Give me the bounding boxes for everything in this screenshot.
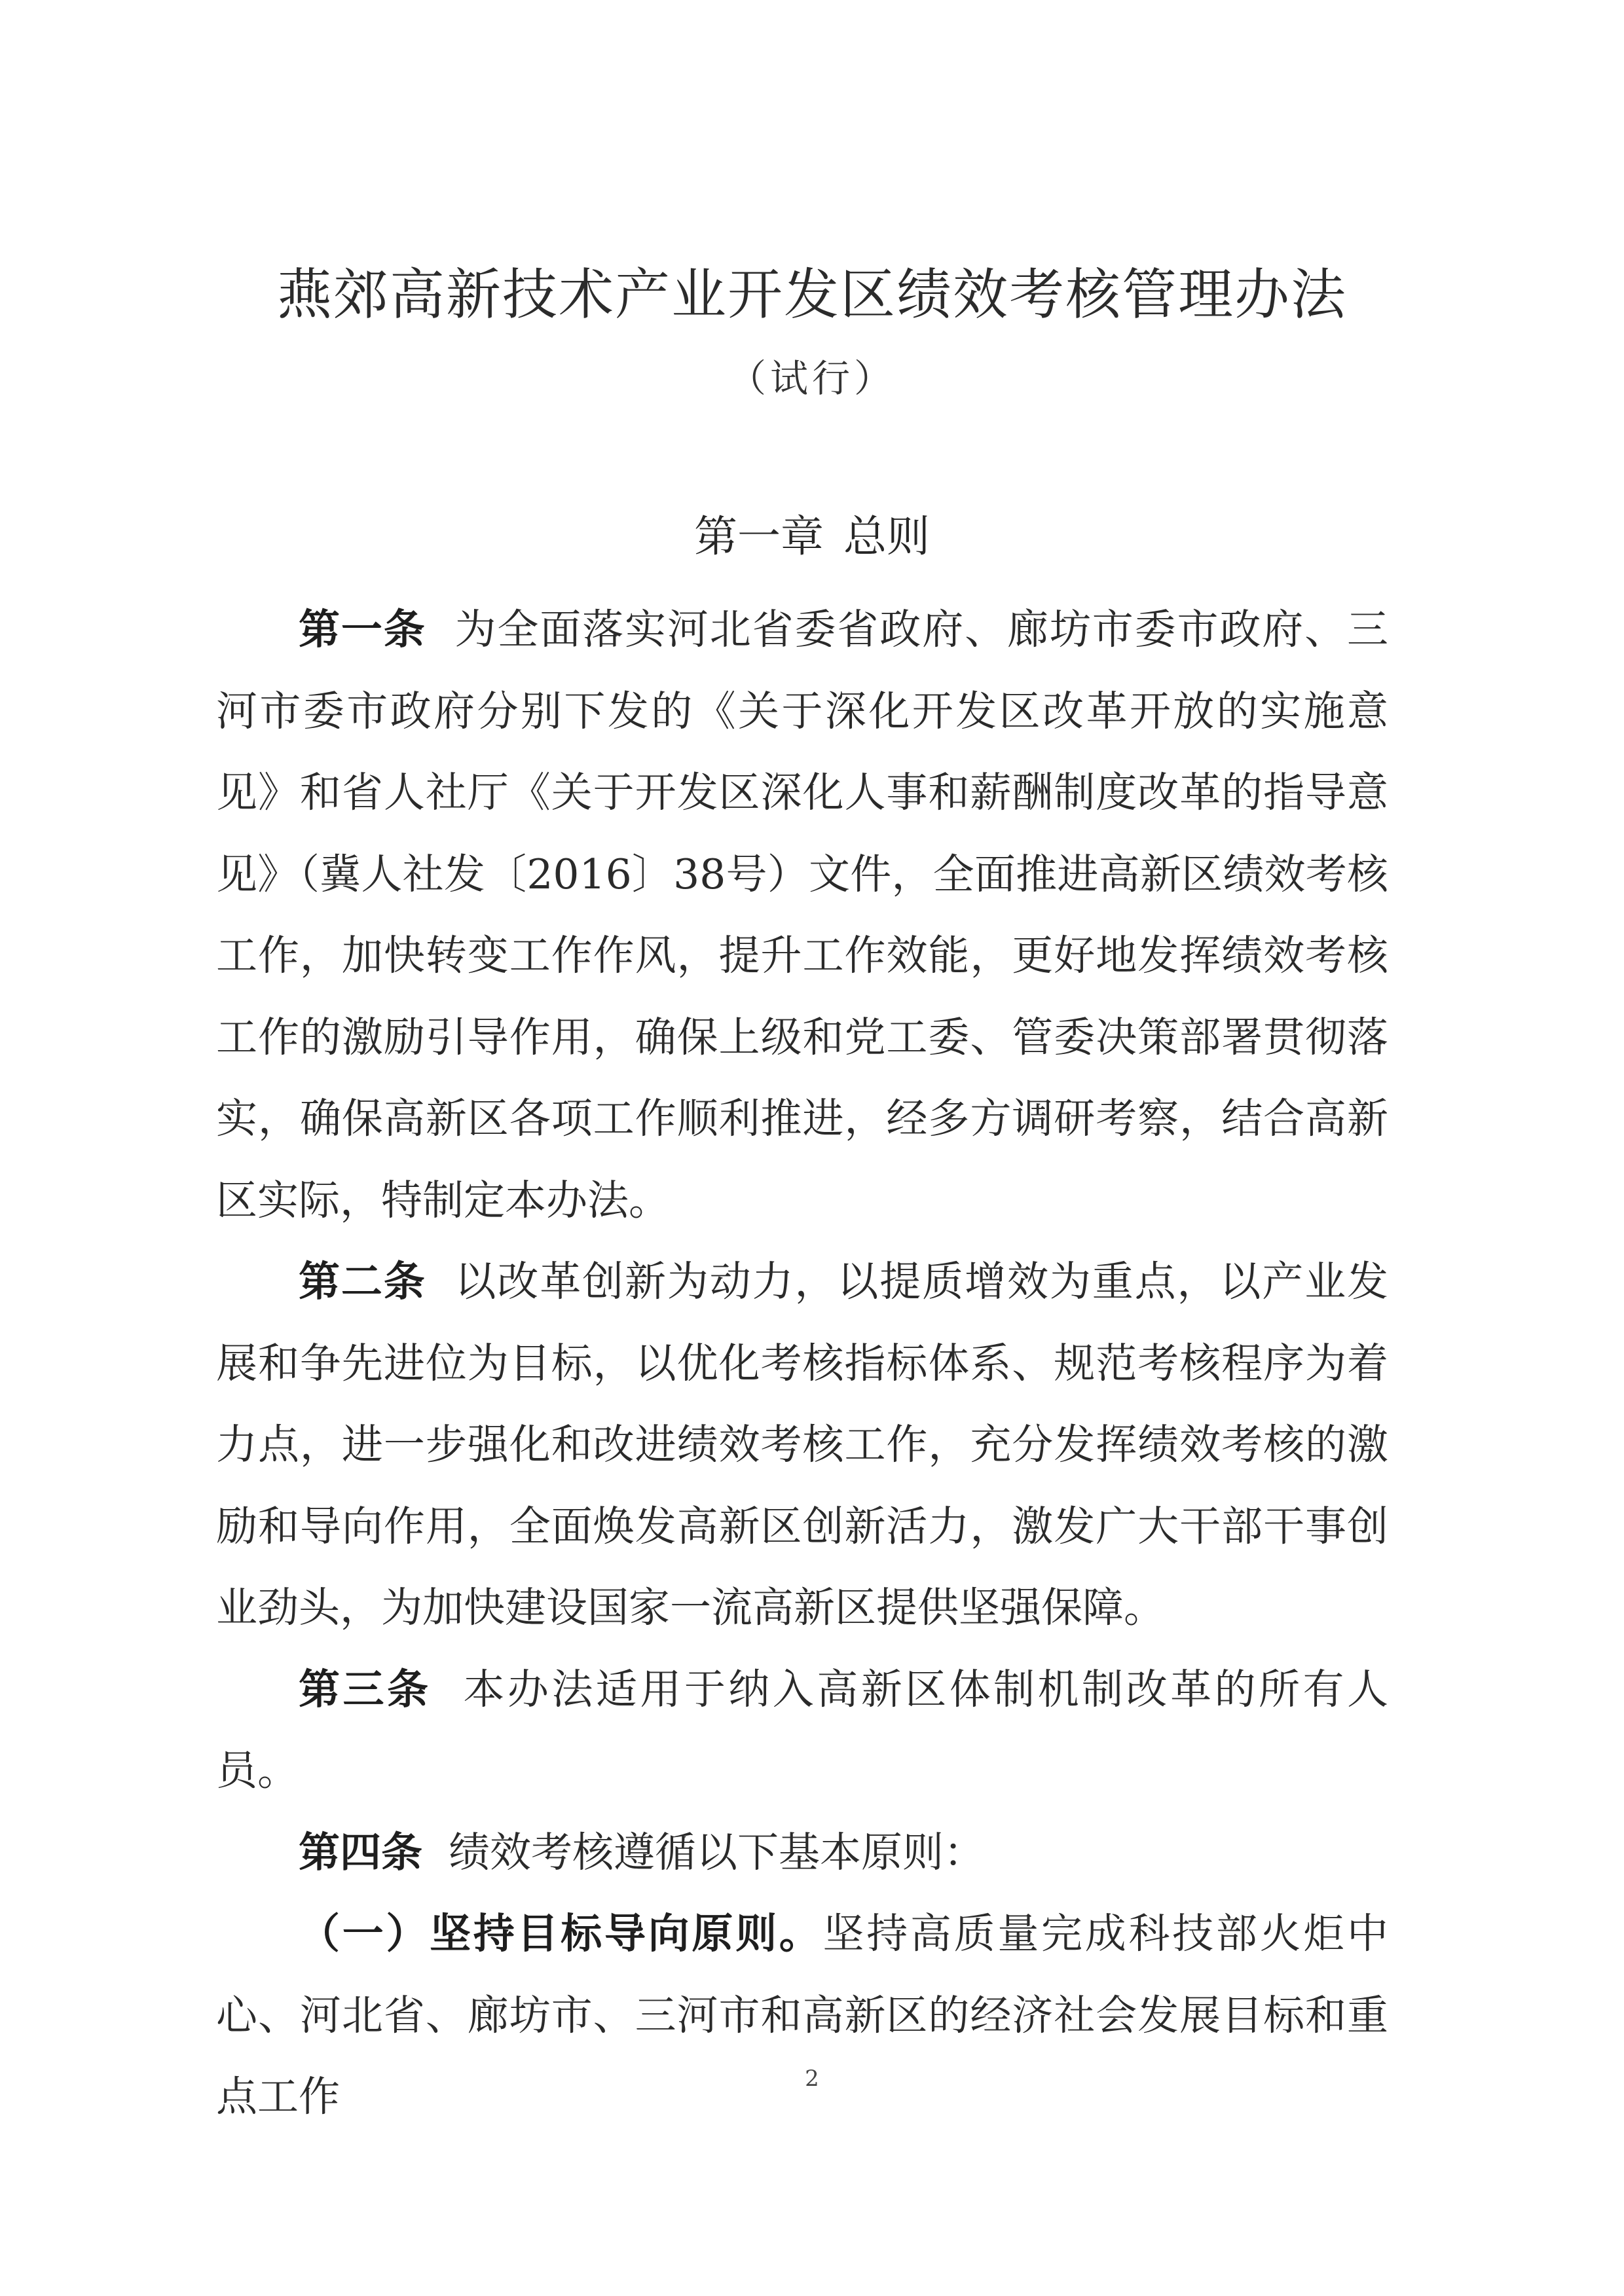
article-text: 本办法适用于纳入高新区体制机制改革的所有人员。 [216, 1665, 1389, 1795]
article-paragraph [216, 589, 1388, 1241]
article-label: 第三条 [299, 1665, 432, 1713]
article-text: 以改革创新为动力，以提质增效为重点，以产业发展和争先进位为目标，以优化考核指标体系、规范考核程序为着力点，进一步强化和改进绩效考核工作，充分发挥绩效考核的激励和导向作用，全面焕发高新区创新活力，激发广大干部干事创业劲头，为加快建设国家一流高新区提供坚强保障。 [216, 1258, 1389, 1631]
document-subtitle: （试行） [728, 356, 896, 401]
article-paragraph [216, 1241, 1388, 1649]
principle-text: 坚持高质量完成科技部火炬中心、河北省、廊坊市、三河市和高新区的经济社会发展目标和重点工作 [216, 1910, 1388, 2121]
principle-paragraph [216, 1893, 1388, 2138]
article-label: 第四条 [299, 1828, 422, 1876]
article-paragraph [216, 1812, 1388, 1894]
article-text: 为全面落实河北省委省政府、廊坊市委市政府、三河市委市政府分别下发的《关于深化开发区改革开放的实施意见》和省人社厅《关于开发区深化人事和薪酬制度改革的指导意见》（冀人社发〔2016〕38号）文件，全面推进高新区绩效考核工作，加快转变工作作风，提升工作效能，更好地发挥绩效考核工作的激励引导作用，确保上级和党工委、管委决策部署贯彻落实，确保高新区各项工作顺利推进，经多方调研考察，结合高新区实际，特制定本办法。 [216, 606, 1389, 1224]
chapter-number: 第一章 [694, 511, 824, 562]
article-label: 第二条 [299, 1258, 426, 1305]
page-number: 2 [805, 2066, 819, 2092]
article-text: 绩效考核遵循以下基本原则： [449, 1828, 986, 1876]
article-label: 第一条 [299, 606, 426, 653]
chapter-name: 总则 [843, 511, 930, 562]
article-paragraph [216, 1649, 1388, 1812]
document-title: 燕郊高新技术产业开发区绩效考核管理办法 [276, 263, 1347, 327]
principle-label: （一）坚持目标导向原则。 [299, 1910, 823, 1958]
document-body [216, 589, 1388, 2138]
chapter-heading [0, 507, 1624, 566]
